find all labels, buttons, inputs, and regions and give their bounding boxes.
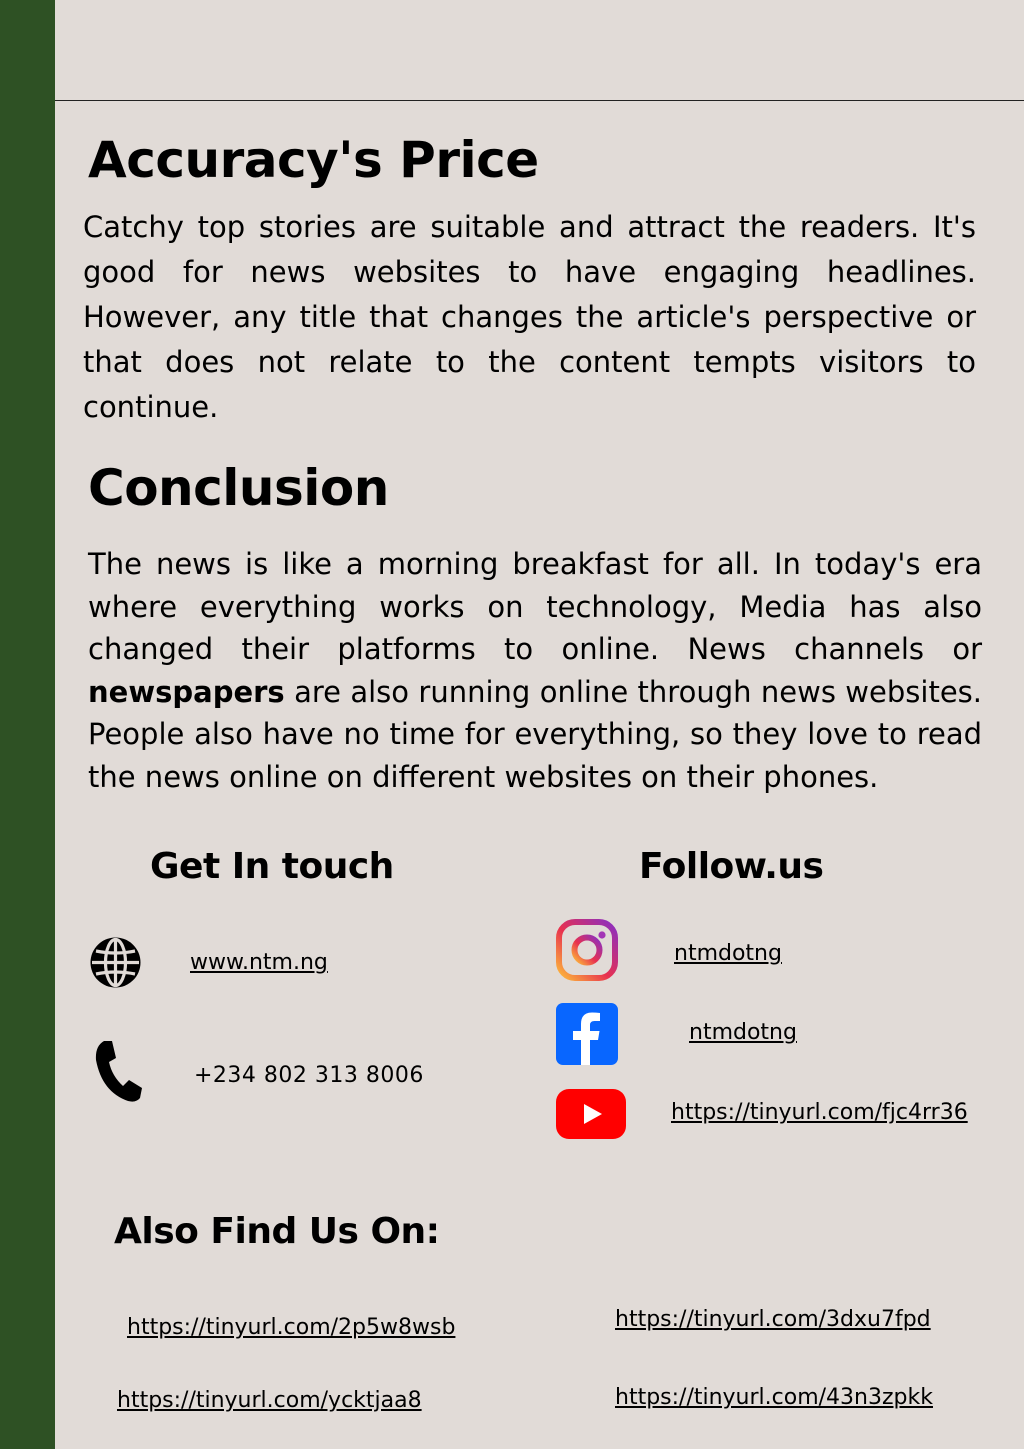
globe-icon [88, 935, 143, 990]
also-find-us-heading: Also Find Us On: [114, 1211, 440, 1252]
extra-link-3[interactable]: https://tinyurl.com/ycktjaa8 [117, 1388, 422, 1413]
follow-us-heading: Follow.us [639, 846, 824, 887]
conclusion-text-end: are also running online through news websites. People also have no time for everything, so they love to read the news online on different websites on their phones. [88, 674, 982, 794]
conclusion-text-start: The news is like a morning breakfast for all. In today's era where everything works on technology, Media has also changed their platforms to online. News channels or [88, 547, 982, 666]
phone-icon [92, 1038, 144, 1104]
top-divider [55, 100, 1024, 101]
facebook-link[interactable]: ntmdotng [689, 1020, 797, 1045]
instagram-icon[interactable] [556, 919, 618, 981]
facebook-icon[interactable] [556, 1003, 618, 1065]
extra-link-4[interactable]: https://tinyurl.com/43n3zpkk [615, 1385, 933, 1410]
conclusion-paragraph [88, 543, 982, 798]
get-in-touch-heading: Get In touch [150, 846, 394, 887]
extra-link-1[interactable]: https://tinyurl.com/2p5w8wsb [127, 1315, 456, 1340]
newspapers-bold: newspapers [88, 674, 285, 709]
accuracy-heading: Accuracy's Price [88, 131, 539, 189]
youtube-icon[interactable] [556, 1089, 626, 1139]
youtube-link[interactable]: https://tinyurl.com/fjc4rr36 [671, 1100, 968, 1125]
extra-link-2[interactable]: https://tinyurl.com/3dxu7fpd [615, 1307, 931, 1332]
conclusion-heading: Conclusion [88, 459, 389, 517]
instagram-link[interactable]: ntmdotng [674, 941, 782, 966]
website-link[interactable]: www.ntm.ng [190, 950, 328, 975]
sidebar-accent-bar [0, 0, 55, 1449]
accuracy-paragraph: Catchy top stories are suitable and attract the readers. It's good for news websites to have engaging headlines. However, any title that changes the article's perspective or that does not relate to the content tempts visitors to continue. [83, 210, 976, 424]
phone-number[interactable]: +234 802 313 8006 [194, 1063, 424, 1088]
